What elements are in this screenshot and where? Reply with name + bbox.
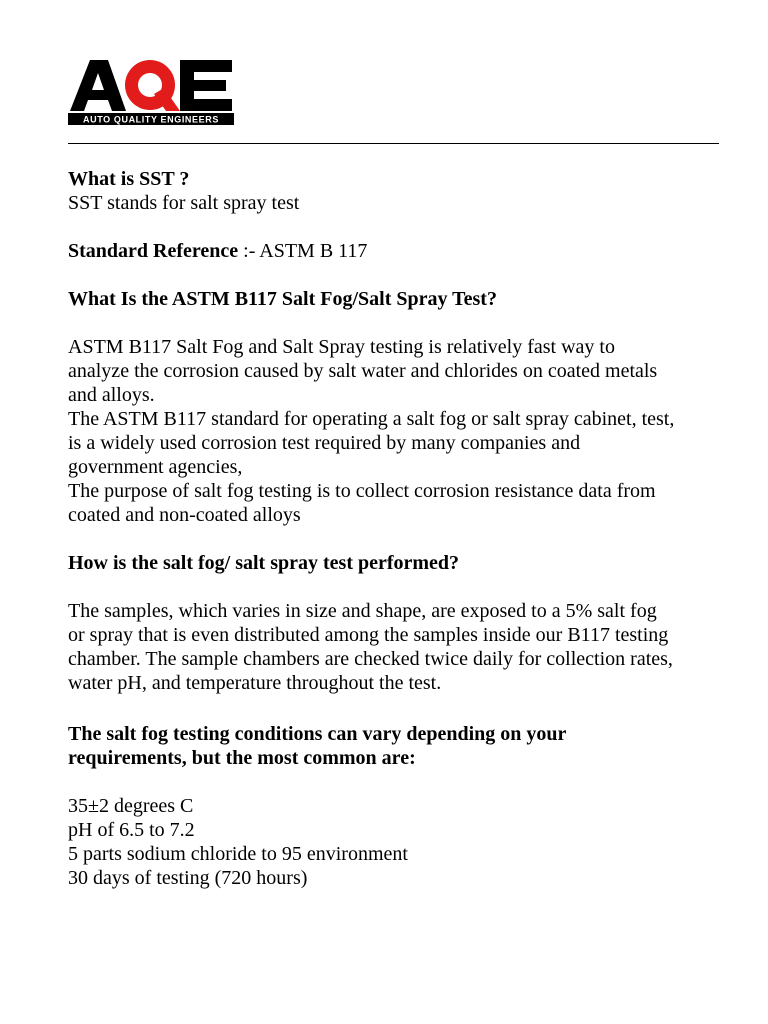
condition-item: 35±2 degrees C (68, 795, 194, 817)
spacer (68, 263, 728, 287)
aqe-logo-graphic (68, 58, 234, 126)
spacer (68, 215, 728, 239)
performed-line: or spray that is even distributed among the samples inside our B117 testing (68, 624, 669, 646)
astm-line: The ASTM B117 standard for operating a salt fog or salt spray cabinet, test, (68, 408, 675, 430)
conditions-heading: requirements, but the most common are: (68, 747, 416, 769)
astm-line: analyze the corrosion caused by salt water and chlorides on coated metals (68, 360, 658, 382)
document-body (68, 167, 728, 890)
spacer (68, 695, 728, 722)
conditions-heading: The salt fog testing conditions can vary depending on your (68, 723, 567, 745)
sst-heading: What is SST ? (68, 168, 190, 190)
astm-line: ASTM B117 Salt Fog and Salt Spray testing is relatively fast way to (68, 336, 615, 358)
header-divider (68, 143, 719, 144)
performed-heading: How is the salt fog/ salt spray test performed? (68, 552, 460, 574)
astm-line: coated and non-coated alloys (68, 504, 301, 526)
spacer (68, 527, 728, 551)
condition-item: 5 parts sodium chloride to 95 environment (68, 843, 408, 865)
astm-line: government agencies, (68, 456, 243, 478)
performed-line: water pH, and temperature throughout the test. (68, 672, 442, 694)
logo-tagline: AUTO QUALITY ENGINEERS (83, 114, 219, 125)
performed-line: chamber. The sample chambers are checked twice daily for collection rates, (68, 648, 673, 670)
condition-item: 30 days of testing (720 hours) (68, 867, 308, 889)
aqe-logo (68, 58, 234, 126)
spacer (68, 311, 728, 335)
astm-line: The purpose of salt fog testing is to collect corrosion resistance data from (68, 480, 656, 502)
spacer (68, 575, 728, 599)
astm-heading: What Is the ASTM B117 Salt Fog/Salt Spray Test? (68, 288, 497, 310)
standard-reference-label: Standard Reference (68, 240, 239, 262)
standard-reference (68, 239, 728, 263)
performed-line: The samples, which varies in size and shape, are exposed to a 5% salt fog (68, 600, 657, 622)
condition-item: pH of 6.5 to 7.2 (68, 819, 195, 841)
astm-line: is a widely used corrosion test required by many companies and (68, 432, 581, 454)
astm-line: and alloys. (68, 384, 155, 406)
spacer (68, 770, 728, 794)
standard-reference-value: :- ASTM B 117 (238, 240, 368, 262)
sst-text: SST stands for salt spray test (68, 192, 300, 214)
